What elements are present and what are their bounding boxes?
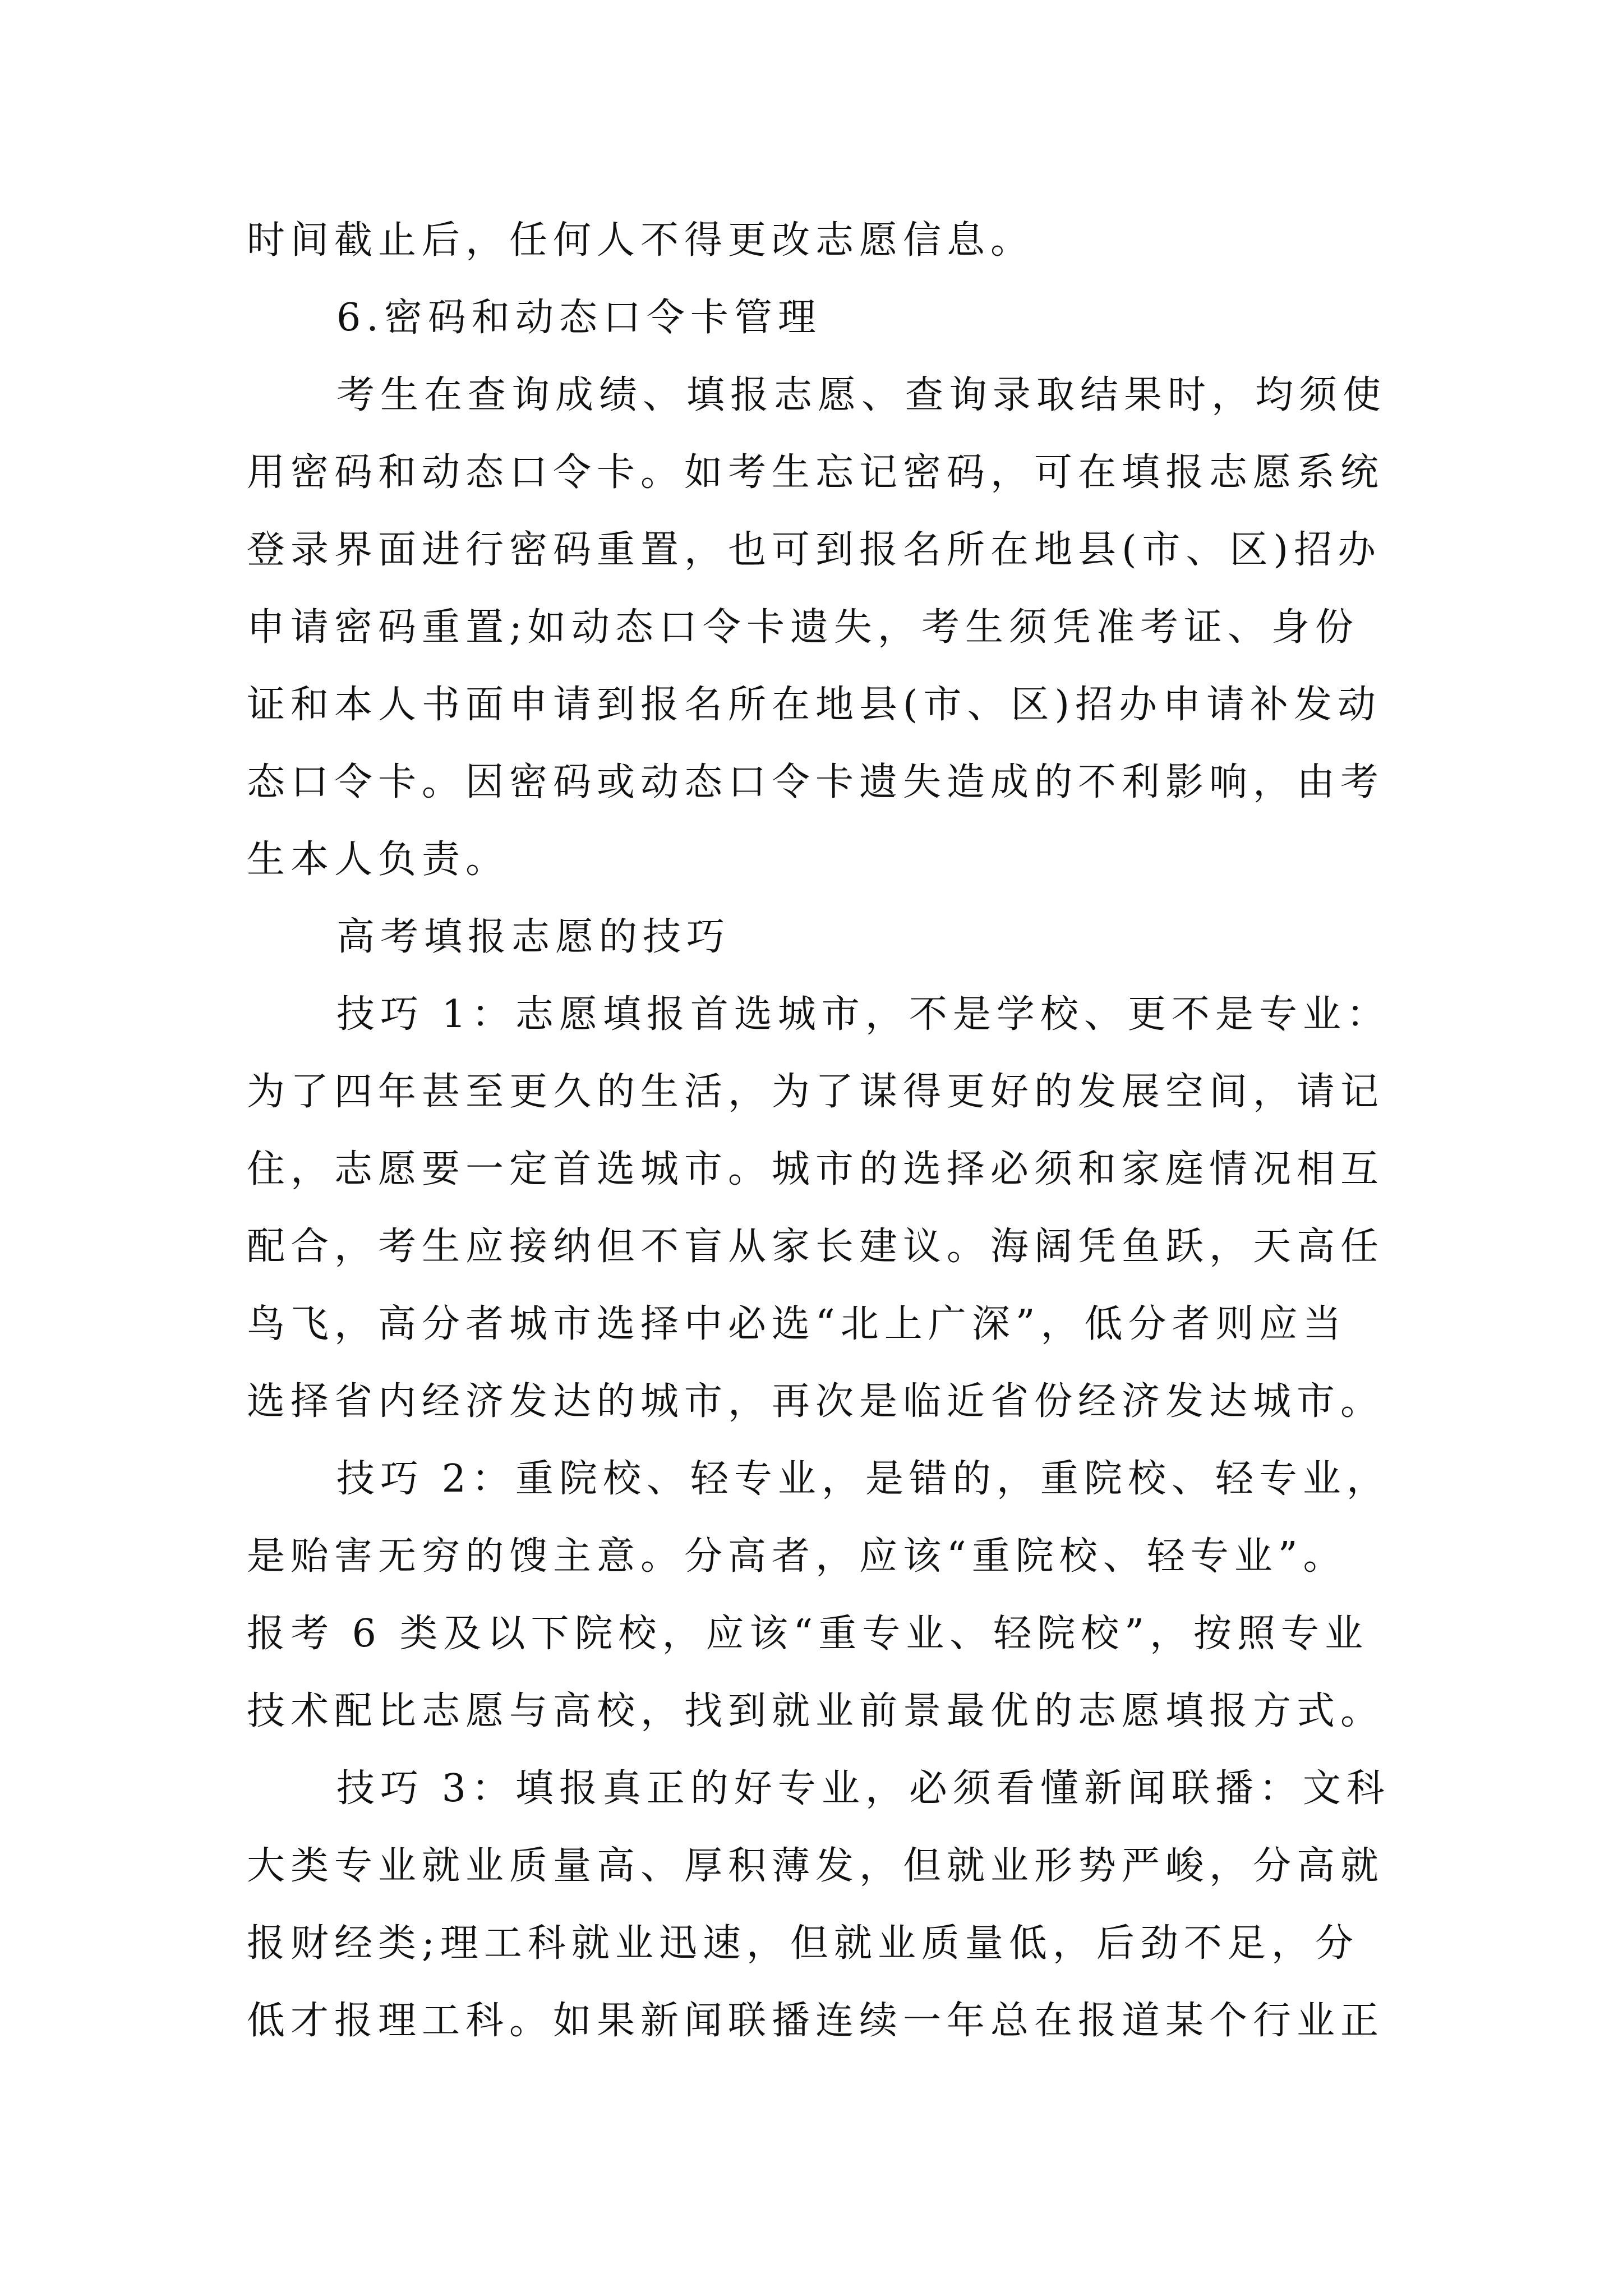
paragraph-start: 考生在查询成绩、填报志愿、查询录取结果时，均须使: [336, 373, 1387, 417]
text-line: 申请密码重置;如动态口令卡遗失，考生须凭准考证、身份: [247, 605, 1359, 650]
text-line: 选择省内经济发达的城市，再次是临近省份经济发达城市。: [247, 1379, 1385, 1424]
paragraph-start: 技巧 2：重院校、轻专业，是错的，重院校、轻专业，: [336, 1457, 1390, 1501]
paragraph-start: 技巧 1：志愿填报首选城市，不是学校、更不是专业：: [336, 992, 1390, 1037]
text-line: 态口令卡。因密码或动态口令卡遗失造成的不利影响，由考: [247, 760, 1385, 804]
text-line: 鸟飞，高分者城市选择中必选“北上广深”，低分者则应当: [247, 1302, 1347, 1346]
section-heading: 高考填报志愿的技巧: [336, 915, 731, 959]
text-line: 时间截止后，任何人不得更改志愿信息。: [247, 218, 1035, 263]
text-line: 是贻害无穷的馊主意。分高者，应该“重院校、轻专业”。: [247, 1534, 1347, 1579]
section-heading: 6.密码和动态口令卡管理: [336, 296, 822, 340]
text-line: 配合，考生应接纳但不盲从家长建议。海阔凭鱼跃，天高任: [247, 1225, 1385, 1269]
text-line: 技术配比志愿与高校，找到就业前景最优的志愿填报方式。: [247, 1689, 1385, 1733]
text-line: 生本人负责。: [247, 838, 510, 882]
text-line: 住，志愿要一定首选城市。城市的选择必须和家庭情况相互: [247, 1147, 1385, 1191]
text-line: 报财经类;理工科就业迅速，但就业质量低，后劲不足，分: [247, 1921, 1359, 1966]
text-line: 证和本人书面申请到报名所在地县(市、区)招办申请补发动: [247, 683, 1382, 727]
document-body: [247, 202, 1391, 2060]
text-line: 登录界面进行密码重置，也可到报名所在地县(市、区)招办: [247, 528, 1382, 572]
text-line: 用密码和动态口令卡。如考生忘记密码，可在填报志愿系统: [247, 450, 1385, 495]
text-line: 为了四年甚至更久的生活，为了谋得更好的发展空间，请记: [247, 1070, 1385, 1114]
paragraph-start: 技巧 3：填报真正的好专业，必须看懂新闻联播：文科: [336, 1766, 1390, 1811]
text-line: 大类专业就业质量高、厚积薄发，但就业形势严峻，分高就: [247, 1844, 1385, 1888]
text-line: 低才报理工科。如果新闻联播连续一年总在报道某个行业正: [247, 1999, 1385, 2043]
text-line: 报考 6 类及以下院校，应该“重专业、轻院校”，按照专业: [247, 1612, 1369, 1656]
